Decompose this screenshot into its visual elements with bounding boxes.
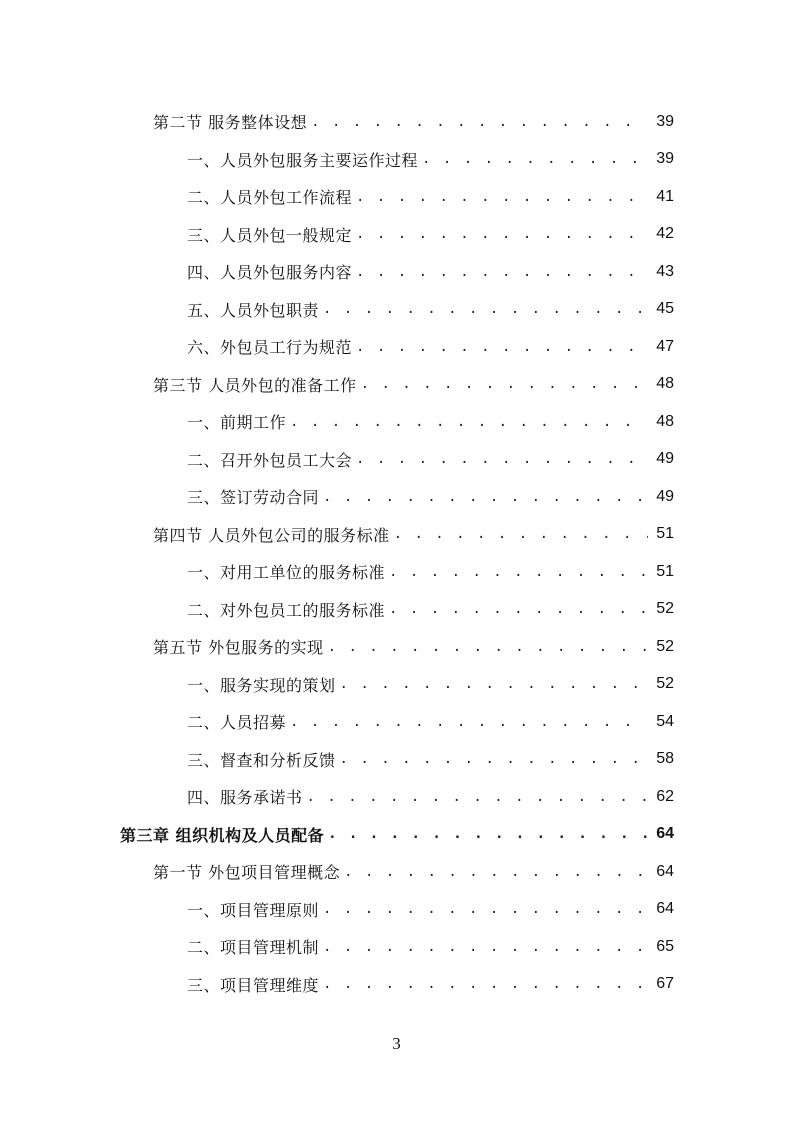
toc-entry-page-number: 39: [656, 112, 674, 130]
toc-dot-leader: [356, 264, 648, 280]
toc-dot-leader: [290, 714, 648, 730]
toc-entry-page-number: 45: [656, 300, 674, 318]
toc-entry-title: 第一节 外包项目管理概念: [153, 863, 341, 883]
toc-dot-leader: [323, 939, 648, 955]
toc-entry-page-number: 42: [656, 225, 674, 243]
toc-entry-title: 六、外包员工行为规范: [187, 338, 353, 358]
toc-entry-title: 第三节 人员外包的准备工作: [153, 375, 357, 395]
toc-entry-title: 三、人员外包一般规定: [187, 225, 353, 245]
toc-entry-title: 二、对外包员工的服务标准: [187, 600, 386, 620]
toc-entry-title: 一、对用工单位的服务标准: [187, 563, 386, 583]
toc-entry-page-number: 48: [656, 375, 674, 393]
toc-dot-leader: [323, 489, 648, 505]
toc-entry-title: 四、服务承诺书: [187, 788, 303, 808]
toc-entry-title: 二、人员外包工作流程: [187, 188, 353, 208]
toc-entry-item[interactable]: [0, 666, 793, 704]
toc-entry-item[interactable]: [0, 703, 793, 741]
toc-entry-page-number: 58: [656, 750, 674, 768]
toc-entry-item[interactable]: [0, 478, 793, 516]
toc-entry-item[interactable]: [0, 553, 793, 591]
toc-dot-leader: [422, 151, 648, 167]
toc-entry-item[interactable]: [0, 178, 793, 216]
toc-dot-leader: [361, 376, 648, 392]
toc-dot-leader: [389, 564, 648, 580]
toc-entry-title: 三、督查和分析反馈: [187, 750, 336, 770]
toc-entry-item[interactable]: [0, 141, 793, 179]
toc-entry-item[interactable]: [0, 403, 793, 441]
toc-entry-item[interactable]: [0, 216, 793, 254]
toc-dot-leader: [356, 189, 648, 205]
toc-entry-page-number: 48: [656, 412, 674, 430]
toc-entry-page-number: 51: [656, 525, 674, 543]
toc-entry-item[interactable]: [0, 778, 793, 816]
toc-dot-leader: [394, 526, 648, 542]
toc-entry-page-number: 64: [656, 862, 674, 880]
toc-dot-leader: [344, 864, 648, 880]
toc-entry-title: 一、前期工作: [187, 413, 287, 433]
toc-entry-page-number: 64: [656, 825, 674, 843]
toc-dot-leader: [356, 451, 648, 467]
toc-entry-page-number: 49: [656, 450, 674, 468]
toc-entry-title: 第二节 服务整体设想: [153, 113, 308, 133]
toc-dot-leader: [323, 976, 648, 992]
toc-entry-page-number: 51: [656, 562, 674, 580]
toc-dot-leader: [340, 751, 648, 767]
toc-entry-title: 一、人员外包服务主要运作过程: [187, 150, 419, 170]
toc-entry-page-number: 65: [656, 937, 674, 955]
toc-entry-title: 第五节 外包服务的实现: [153, 638, 324, 658]
toc-dot-leader: [323, 901, 648, 917]
toc-entry-title: 一、服务实现的策划: [187, 675, 336, 695]
toc-entry-page-number: 64: [656, 900, 674, 918]
toc-entry-title: 三、项目管理维度: [187, 975, 320, 995]
toc-entry-title: 四、人员外包服务内容: [187, 263, 353, 283]
toc-dot-leader: [307, 789, 648, 805]
toc-entry-chapter[interactable]: [0, 816, 793, 854]
toc-entry-page-number: 52: [656, 637, 674, 655]
toc-dot-leader: [356, 339, 648, 355]
toc-entry-item[interactable]: [0, 291, 793, 329]
toc-entry-item[interactable]: [0, 441, 793, 479]
toc-entry-page-number: 62: [656, 787, 674, 805]
toc-dot-leader: [290, 414, 648, 430]
toc-entry-page-number: 47: [656, 337, 674, 355]
toc-entry-page-number: 39: [656, 150, 674, 168]
toc-entry-section[interactable]: [0, 516, 793, 554]
toc-entry-page-number: 54: [656, 712, 674, 730]
toc-entry-title: 二、召开外包员工大会: [187, 450, 353, 470]
toc-dot-leader: [323, 301, 648, 317]
toc-entry-section[interactable]: [0, 853, 793, 891]
toc-entry-item[interactable]: [0, 328, 793, 366]
toc-dot-leader: [328, 826, 648, 842]
toc-entry-item[interactable]: [0, 591, 793, 629]
toc-entry-page-number: 43: [656, 262, 674, 280]
toc-entry-page-number: 67: [656, 975, 674, 993]
toc-entry-title: 二、项目管理机制: [187, 938, 320, 958]
toc-entry-section[interactable]: [0, 366, 793, 404]
toc-entry-item[interactable]: [0, 253, 793, 291]
table-of-contents: [0, 103, 793, 1003]
toc-entry-item[interactable]: [0, 741, 793, 779]
toc-entry-item[interactable]: [0, 891, 793, 929]
toc-entry-page-number: 52: [656, 600, 674, 618]
toc-entry-item[interactable]: [0, 928, 793, 966]
toc-entry-title: 二、人员招募: [187, 713, 287, 733]
toc-entry-item[interactable]: [0, 966, 793, 1004]
toc-dot-leader: [340, 676, 648, 692]
toc-entry-title: 一、项目管理原则: [187, 900, 320, 920]
toc-dot-leader: [356, 226, 648, 242]
toc-entry-page-number: 41: [656, 187, 674, 205]
page-number: 3: [392, 1034, 401, 1053]
toc-entry-section[interactable]: [0, 103, 793, 141]
toc-entry-title: 三、签订劳动合同: [187, 488, 320, 508]
toc-entry-page-number: 49: [656, 487, 674, 505]
toc-entry-section[interactable]: [0, 628, 793, 666]
toc-entry-title: 第四节 人员外包公司的服务标准: [153, 525, 390, 545]
toc-entry-page-number: 52: [656, 675, 674, 693]
toc-entry-title: 第三章 组织机构及人员配备: [120, 825, 325, 845]
toc-dot-leader: [389, 601, 648, 617]
toc-entry-title: 五、人员外包职责: [187, 300, 320, 320]
toc-dot-leader: [311, 114, 648, 130]
toc-dot-leader: [328, 639, 648, 655]
